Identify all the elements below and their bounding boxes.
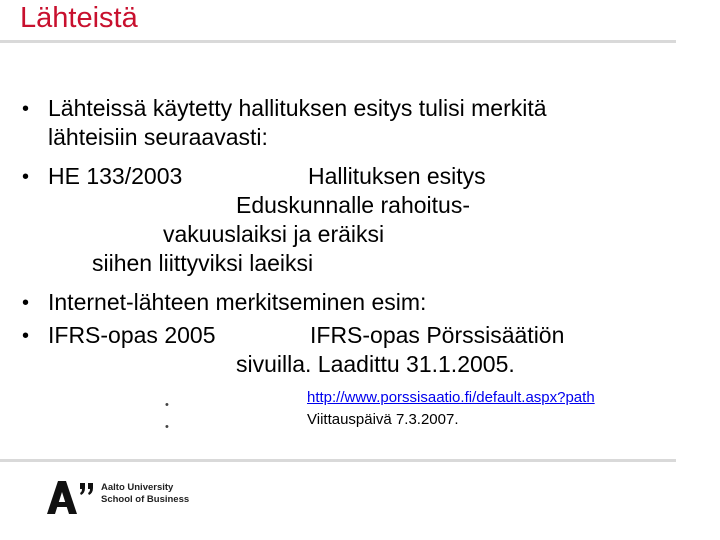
bullet-marker: •	[22, 325, 30, 347]
bullet-marker: •	[22, 166, 30, 188]
logo-school-name: School of Business	[101, 494, 190, 505]
bullet-2-line-1: Hallituksen esitys	[308, 163, 486, 189]
bullet-2-code: HE 133/2003	[48, 163, 183, 189]
bullet-4-line-1: IFRS-opas Pörssisäätiön	[310, 322, 565, 348]
logo-university-name: Aalto University	[101, 482, 174, 493]
footer-divider	[0, 459, 676, 462]
aalto-logo-mark	[47, 481, 95, 515]
bullet-3-line-1: Internet-lähteen merkitseminen esim:	[48, 289, 427, 315]
bullet-1-line-2: lähteisiin seuraavasti:	[48, 124, 268, 150]
bullet-2-line-2: Eduskunnalle rahoitus-	[236, 192, 470, 218]
reference-date: Viittauspäivä 7.3.2007.	[307, 411, 459, 428]
bullet-4-title: IFRS-opas 2005	[48, 322, 216, 348]
sub-bullet-marker: •	[165, 421, 169, 433]
bullet-4-line-2: sivuilla. Laadittu 31.1.2005.	[236, 351, 515, 377]
bullet-1-line-1: Lähteissä käytetty hallituksen esitys tulisi merkitä	[48, 95, 547, 121]
bullet-2-line-3: vakuuslaiksi ja eräiksi	[163, 221, 385, 247]
slide-title: Lähteistä	[20, 2, 138, 34]
porssisaatio-link[interactable]: http://www.porssisaatio.fi/default.aspx?path	[307, 389, 595, 406]
sub-bullet-marker: •	[165, 399, 169, 411]
bullet-marker: •	[22, 98, 30, 120]
bullet-marker: •	[22, 292, 30, 314]
bullet-2-line-4: siihen liittyviksi laeiksi	[92, 250, 314, 276]
